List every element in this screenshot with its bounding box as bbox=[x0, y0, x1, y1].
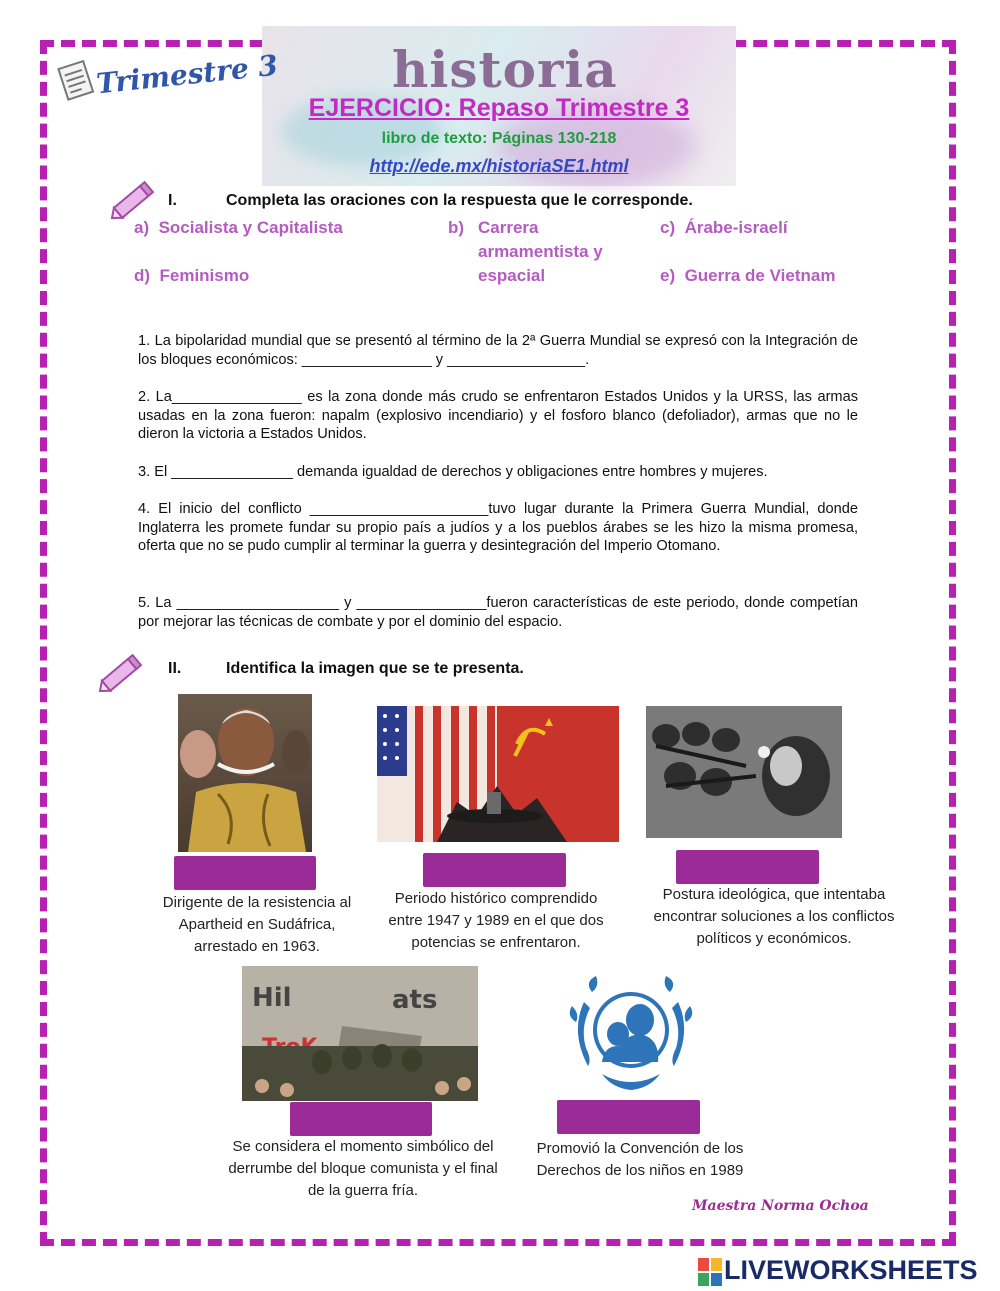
svg-text:Hil: Hil bbox=[252, 983, 292, 1013]
page-subtitle: libro de texto: Páginas 130-218 bbox=[381, 130, 617, 147]
document-icon bbox=[54, 58, 100, 104]
photo-leader-portrait bbox=[178, 694, 312, 852]
option-text: Feminismo bbox=[159, 266, 250, 285]
photo-cold-war-poster bbox=[377, 706, 619, 842]
option-letter: a) bbox=[134, 218, 150, 237]
liveworksheets-logo-icon bbox=[698, 1258, 722, 1286]
sentence-4: 4. El inicio del conflicto ______________________tuvo lugar durante la Primera Guerra Mundial, donde Inglaterra les promete fundar su propio país a judíos y a los pueblos árabes se les hizo la misma promesa, oferta que no se pudo cumplir al terminar la guerra y desintegración del Imperio Otomano. bbox=[138, 501, 858, 554]
unicef-logo-icon bbox=[562, 962, 700, 1098]
liveworksheets-brand[interactable]: LIVEWORKSHEETS bbox=[724, 1255, 978, 1285]
resource-link[interactable]: http://ede.mx/historiaSE1.html bbox=[369, 156, 629, 176]
caption-4: Se considera el momento simbólico del derrumbe del bloque comunista y el final de la guerra fría. bbox=[228, 1138, 498, 1199]
option-c bbox=[660, 216, 788, 240]
sentence-5: 5. La ____________________ y ________________fueron características de este periodo, donde competían por mejorar las técnicas de combate y por el dominio del espacio. bbox=[138, 595, 858, 630]
answer-box-2[interactable] bbox=[423, 853, 566, 887]
sentence-3: 3. El _______________ demanda igualdad de derechos y obligaciones entre hombres y mujeres. bbox=[138, 464, 768, 480]
section-2-numeral: II. bbox=[168, 660, 182, 677]
sentence-2: 2. La________________ es la zona donde más crudo se enfrentaron Estados Unidos y la URSS, las armas usadas en la zona fueron: napalm (explosivo incendiario) y el fosforo blanco (defoliador), armas que no le dieron la victoria a Estados Unidos. bbox=[138, 389, 858, 442]
page-title: EJERCICIO: Repaso Trimestre 3 bbox=[308, 94, 690, 122]
caption-1: Dirigente de la resistencia al Apartheid en Sudáfrica, arrestado en 1963. bbox=[162, 894, 352, 955]
option-e bbox=[660, 264, 835, 288]
caption-5: Promovió la Convención de los Derechos de los niños en 1989 bbox=[536, 1140, 744, 1179]
svg-text:ats: ats bbox=[392, 985, 438, 1015]
caption-2: Periodo histórico comprendido entre 1947 y 1989 en el que dos potencias se enfrentaron. bbox=[388, 890, 604, 951]
option-a bbox=[134, 216, 343, 240]
pencil-icon bbox=[92, 645, 150, 703]
sentence-1: 1. La bipolaridad mundial que se presentó al término de la 2ª Guerra Mundial se expresó con la Integración de los bloques económicos: ________________ y _________________. bbox=[138, 333, 858, 368]
option-text: Guerra de Vietnam bbox=[684, 266, 836, 285]
answer-box-3[interactable] bbox=[676, 850, 819, 884]
trimestre-label: Trimestre 3 bbox=[94, 48, 280, 101]
photo-flower-protest bbox=[646, 706, 842, 838]
option-letter: e) bbox=[660, 266, 676, 285]
option-text: Árabe-israelí bbox=[684, 218, 788, 237]
option-text: Socialista y Capitalista bbox=[158, 218, 343, 237]
section-1-instruction: Completa las oraciones con la respuesta que le corresponde. bbox=[226, 192, 693, 209]
option-letter: d) bbox=[134, 266, 151, 285]
option-letter: c) bbox=[660, 218, 676, 237]
option-b-text: Carrera armamentista y espacial bbox=[478, 218, 603, 285]
caption-3: Postura ideológica, que intentaba encontrar soluciones a los conflictos políticos y económicos. bbox=[653, 886, 895, 947]
section-2-instruction: Identifica la imagen que se te presenta. bbox=[226, 660, 524, 677]
answer-box-1[interactable] bbox=[174, 856, 316, 890]
option-d bbox=[134, 264, 249, 288]
answer-box-4[interactable] bbox=[290, 1102, 432, 1136]
option-b-letter: b) bbox=[448, 218, 465, 237]
section-1-numeral: I. bbox=[168, 192, 177, 209]
teacher-signature: Maestra Norma Ochoa bbox=[692, 1198, 869, 1214]
answer-box-5[interactable] bbox=[557, 1100, 700, 1134]
logo-word: historia bbox=[392, 40, 618, 99]
photo-berlin-wall bbox=[242, 966, 478, 1101]
